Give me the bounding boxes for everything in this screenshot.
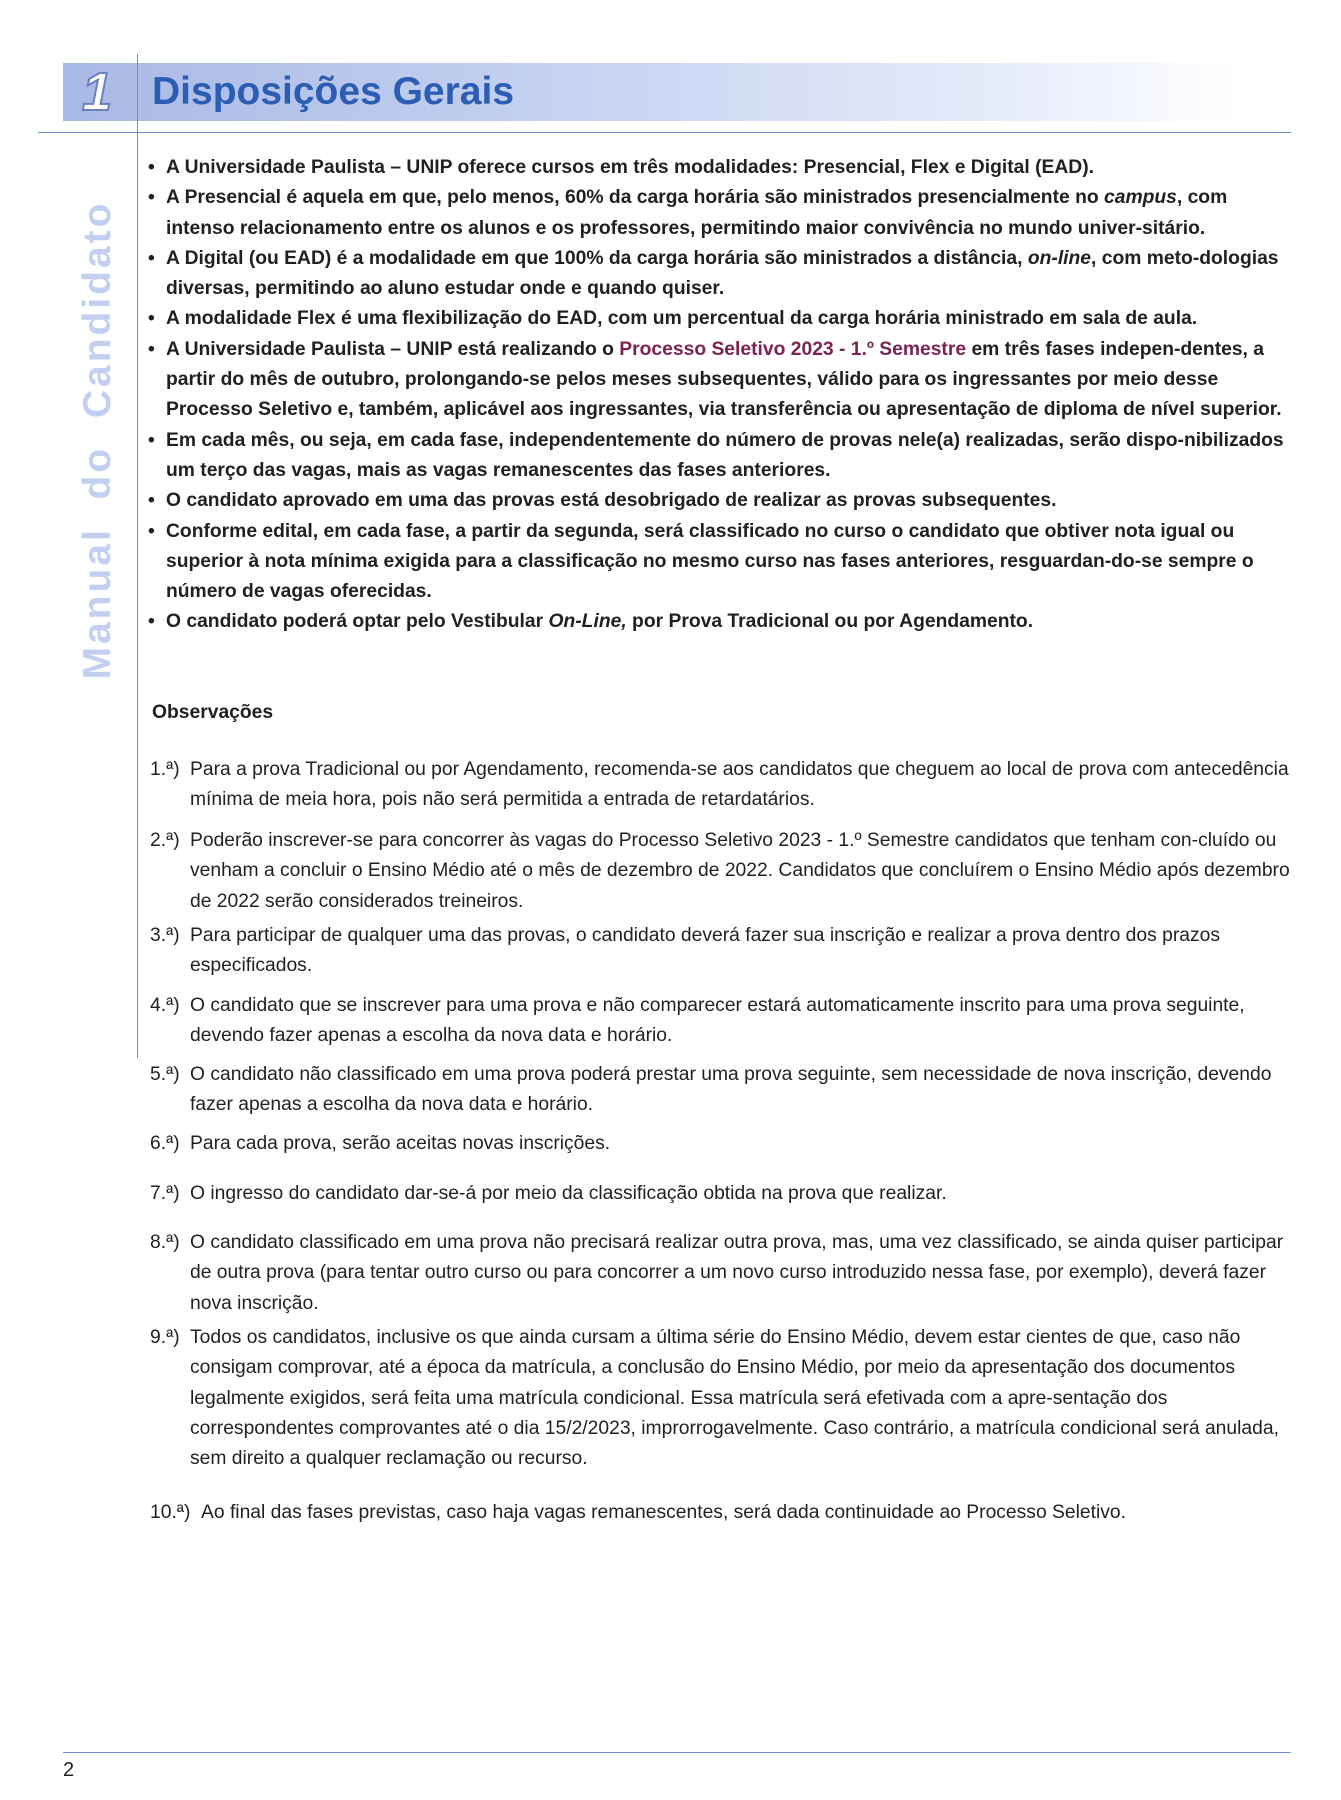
bullet-text: A Universidade Paulista – UNIP está realizando o [166,338,620,360]
bullet-text: O candidato poderá optar pelo Vestibular [166,611,549,633]
observation-text: Todos os candidatos, inclusive os que ainda cursam a última série do Ensino Médio, devem estar cientes de que, caso não consigam comprovar, até a época da matrícula, a conclusão do Ensino Médio, por meio da apresentação dos documentos legalmente exigidos, será feita uma matrícula condicional. Essa matrícula será efetivada com a apre-sentação dos correspondentes comprovantes até o dia 15/2/2023, improrrogavelmente. Caso contrário, a matrícula condicional será anulada, sem direito a qualquer reclamação ou recurso. [190,1327,1279,1470]
page-number: 2 [63,1759,75,1781]
bullet-dot-icon: • [148,429,155,451]
bullet-text: A Presencial é aquela em que, pelo menos, 60% da carga horária são ministrados presencialmente no [166,187,1104,209]
bullet-text: Processo Seletivo 2023 - 1.º Semestre [619,338,967,360]
footer-divider [63,1752,1291,1753]
observation-text: O candidato que se inscrever para uma prova e não comparecer estará automaticamente inscrito para uma prova seguinte, devendo fazer apenas a escolha da nova data e horário. [190,995,1245,1047]
observation-text: O candidato classificado em uma prova não precisará realizar outra prova, mas, uma vez classificado, se ainda quiser participar de outra prova (para tentar outro curso ou para concorrer a um novo curso introduzido nessa fase, por exemplo), deverá fazer nova inscrição. [190,1232,1284,1314]
observation-text: Para a prova Tradicional ou por Agendamento, recomenda-se aos candidatos que cheguem ao local de prova com antecedência mínima de meia hora, pois não será permitida a entrada de retardatários. [190,759,1289,811]
bullet-item [148,426,1293,487]
bullet-dot-icon: • [148,338,155,360]
bullet-text: On-Line, [548,611,627,633]
bullet-item [148,517,1293,608]
observation-number: 1.ª) [150,759,180,780]
observation-item [150,755,1295,816]
bullet-dot-icon: • [148,187,155,209]
bullet-dot-icon: • [148,308,155,330]
bullet-item [148,607,1293,637]
observation-number: 5.ª) [150,1064,180,1085]
bullet-text: Em cada mês, ou seja, em cada fase, independentemente do número de provas nele(a) realizadas, serão dispo-nibilizados um terço das vagas, mais as vagas remanescentes das fases anteriores. [166,429,1284,481]
bullet-text: , com intenso relacionamento entre os alunos e os professores, permitindo maior convivência no mundo univer-sitário. [166,187,1228,239]
bullet-item [148,335,1293,426]
observation-text: O candidato não classificado em uma prova poderá prestar uma prova seguinte, sem necessidade de nova inscrição, devendo fazer apenas a escolha da nova data e horário. [190,1064,1272,1116]
observation-text: Ao final das fases previstas, caso haja vagas remanescentes, será dada continuidade ao Processo Seletivo. [201,1502,1126,1523]
observation-number: 7.ª) [150,1183,180,1204]
bullet-text: on-line [1027,247,1092,269]
observation-number: 2.ª) [150,830,180,851]
observation-item [150,1228,1295,1319]
chapter-number: 1 [81,62,113,122]
observation-item [150,1498,1295,1528]
page-title: Disposições Gerais [152,70,515,113]
bullet-list [148,153,1293,638]
observation-number: 3.ª) [150,925,180,946]
bullet-text: A Digital (ou EAD) é a modalidade em que 100% da carga horária são ministrados a distância, [166,247,1028,269]
sidebar-label: Manual do Candidato [76,200,119,680]
observation-item [150,921,1295,982]
bullet-dot-icon: • [148,520,155,542]
bullet-text: A modalidade Flex é uma flexibilização do EAD, com um percentual da carga horária ministrado em sala de aula. [166,308,1198,330]
header-divider [38,132,1291,133]
observation-number: 8.ª) [150,1232,180,1253]
bullet-item [148,244,1293,305]
bullet-text: campus [1104,187,1177,209]
bullet-text: Conforme edital, em cada fase, a partir da segunda, será classificado no curso o candidato que obtiver nota igual ou superior à nota mínima exigida para a classificação no mesmo curso nas fases anteriores, resguardan-do-se sempre o número de vagas oferecidas. [166,520,1254,603]
observation-text: O ingresso do candidato dar-se-á por meio da classificação obtida na prova que realizar. [190,1183,947,1204]
observation-item [150,1129,1295,1159]
observation-number: 6.ª) [150,1133,180,1154]
observation-text: Para cada prova, serão aceitas novas inscrições. [190,1133,611,1154]
observation-number: 4.ª) [150,995,180,1016]
bullet-text: , com meto-dologias diversas, permitindo ao aluno estudar onde e quando quiser. [166,247,1279,300]
bullet-item [148,304,1293,334]
observation-item [150,991,1295,1052]
bullet-item [148,153,1293,183]
observation-item [150,1060,1295,1121]
observation-number: 10.ª) [150,1502,191,1523]
observation-item [150,826,1295,917]
observation-text: Poderão inscrever-se para concorrer às vagas do Processo Seletivo 2023 - 1.º Semestre candidatos que tenham con-cluído ou venham a concluir o Ensino Médio até o mês de dezembro de 2022. Candidatos que concluírem o Ensino Médio após dezembro de 2022 serão considerados treineiros. [190,830,1290,912]
bullet-text: por Prova Tradicional ou por Agendamento. [626,611,1034,633]
observations-title: Observações [152,702,274,723]
bullet-text: em três fases indepen-dentes, a partir do mês de outubro, prolongando-se pelos meses subsequentes, válido para os ingressantes por meio desse Processo Seletivo e, também, aplicável aos ingressantes, via transferência ou apresentação de diploma de nível superior. [166,338,1282,421]
bullet-dot-icon: • [148,157,155,178]
vertical-divider [137,54,138,1058]
bullet-text: A Universidade Paulista – UNIP oferece cursos em três modalidades: Presencial, Flex e Digital (EAD). [166,157,1094,178]
observation-number: 9.ª) [150,1327,180,1348]
bullet-item [148,486,1293,516]
bullet-text: O candidato aprovado em uma das provas está desobrigado de realizar as provas subsequentes. [166,490,1057,512]
bullet-dot-icon: • [148,611,155,633]
bullet-item [148,183,1293,244]
bullet-dot-icon: • [148,490,155,512]
observation-item [150,1179,1295,1209]
observation-text: Para participar de qualquer uma das provas, o candidato deverá fazer sua inscrição e realizar a prova dentro dos prazos especificados. [190,925,1220,977]
observation-item [150,1323,1295,1474]
bullet-dot-icon: • [148,247,155,269]
